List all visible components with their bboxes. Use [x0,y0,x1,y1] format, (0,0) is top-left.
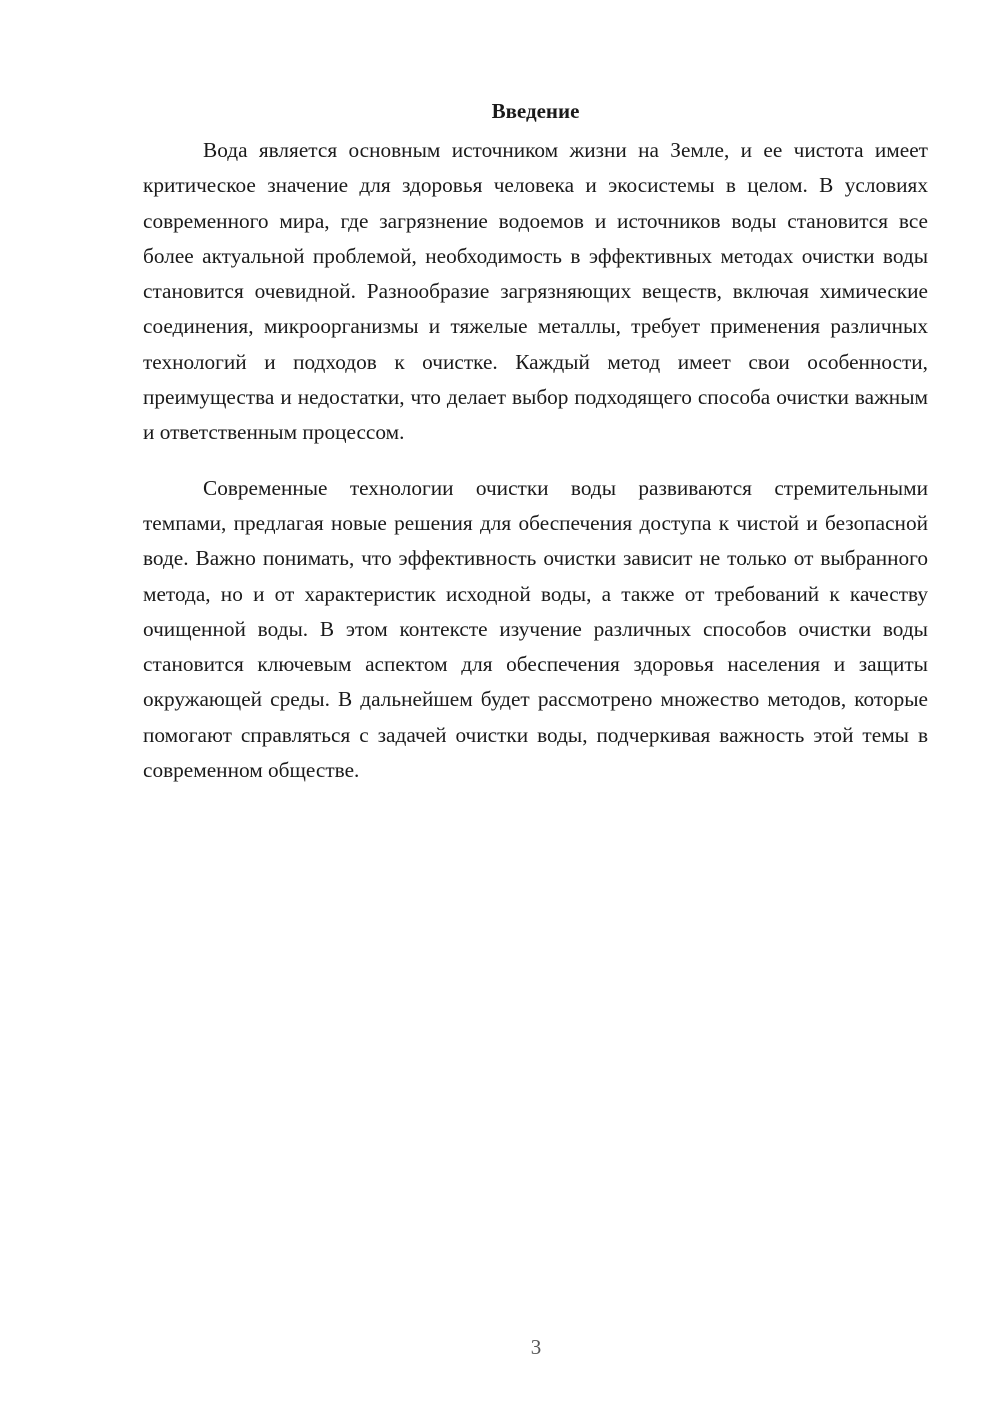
page-number: 3 [530,1335,542,1359]
paragraph-1: Вода является основным источником жизни на Земле, и ее чистота имеет критическое значение для здоровья человека и экосистемы в целом. В условиях современного мира, где загрязнение водоемов и источников воды становится все более актуальной проблемой, необходимость в эффективных методах очистки воды становится очевидной. Разнообразие загрязняющих веществ, включая химические соединения, микроорганизмы и тяжелые металлы, требует применения различных технологий и подходов к очистке. Каждый метод имеет свои особенности, преимущества и недостатки, что делает выбор подходящего способа очистки важным и ответственным процессом. [143,138,928,445]
paragraph-2: Современные технологии очистки воды развиваются стремительными темпами, предлагая новые решения для обеспечения доступа к чистой и безопасной воде. Важно понимать, что эффективность очистки зависит не только от выбранного метода, но и от характеристик исходной воды, а также от требований к качеству очищенной воды. В этом контексте изучение различных способов очистки воды становится ключевым аспектом для обеспечения здоровья населения и защиты окружающей среды. В дальнейшем будет рассмотрено множество методов, которые помогают справляться с задачей очистки воды, подчеркивая важность этой темы в современном обществе. [143,475,928,783]
section-heading: Введение [491,99,580,123]
page-content [143,96,928,788]
